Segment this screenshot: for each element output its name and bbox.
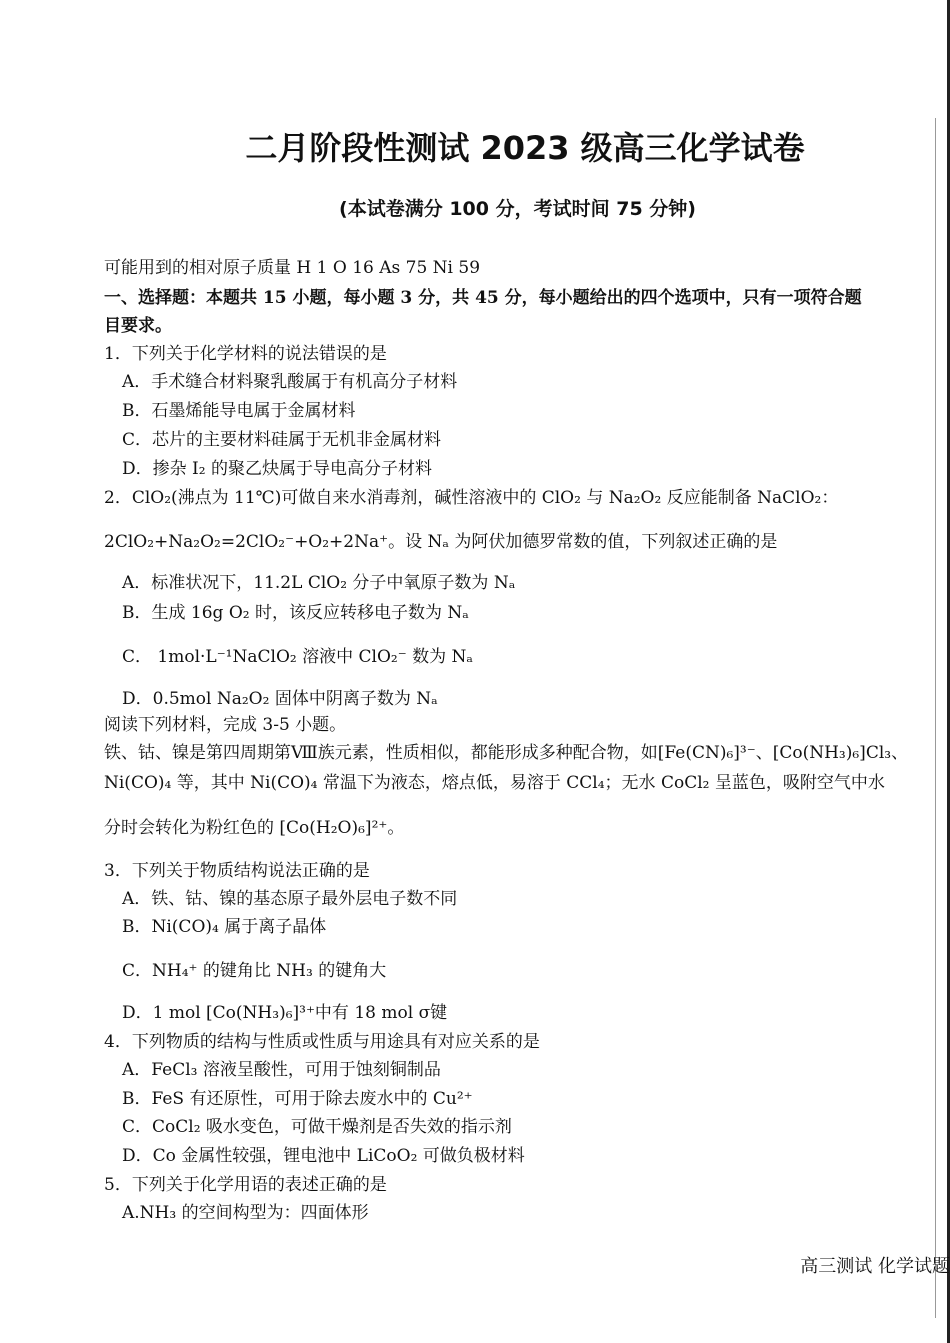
question-1-option-c: C．芯片的主要材料硅属于无机非金属材料 [122,430,442,450]
question-4-stem: 4．下列物质的结构与性质或性质与用途具有对应关系的是 [104,1032,540,1052]
question-4-option-d: D．Co 金属性较强，锂电池中 LiCoO₂ 可做负极材料 [122,1146,525,1166]
question-3-option-d: D．1 mol [Co(NH₃)₆]³⁺中有 18 mol σ键 [122,1003,448,1023]
question-2-option-a: A．标准状况下，11.2L ClO₂ 分子中氧原子数为 Nₐ [122,573,516,593]
passage-intro: 阅读下列材料，完成 3-5 小题。 [104,715,347,735]
passage-line-3: 分时会转化为粉红色的 [Co(H₂O)₆]²⁺。 [104,818,405,838]
question-1-stem: 1．下列关于化学材料的说法错误的是 [104,344,387,364]
exam-subtitle: (本试卷满分 100 分，考试时间 75 分钟) [339,198,696,220]
question-4-option-c: C．CoCl₂ 吸水变色，可做干燥剂是否失效的指示剂 [122,1117,512,1137]
passage-line-1: 铁、钴、镍是第四周期第Ⅷ族元素，性质相似，都能形成多种配合物，如[Fe(CN)₆]³⁻、[Co(NH₃)₆]Cl₃、 [104,743,909,763]
page-footer: 高三测试 化学试题 [800,1256,950,1277]
question-5-stem: 5．下列关于化学用语的表述正确的是 [104,1175,387,1195]
section-heading-cont: 目要求。 [104,316,172,336]
question-2-option-d: D．0.5mol Na₂O₂ 固体中阴离子数为 Nₐ [122,689,438,709]
question-2-option-b: B．生成 16g O₂ 时，该反应转移电子数为 Nₐ [122,603,469,623]
question-5-option-a: A.NH₃ 的空间构型为：四面体形 [122,1203,369,1223]
exam-title: 二月阶段性测试 2023 级高三化学试卷 [245,129,805,167]
section-heading: 一、选择题：本题共 15 小题，每小题 3 分，共 45 分，每小题给出的四个选项中，只有一项符合题 [104,288,862,308]
question-1-option-d: D．掺杂 I₂ 的聚乙炔属于导电高分子材料 [122,459,432,479]
page-fold-line [935,118,936,1318]
question-2-stem: 2．ClO₂(沸点为 11℃)可做自来水消毒剂，碱性溶液中的 ClO₂ 与 Na₂O₂ 反应能制备 NaClO₂： [104,488,839,508]
atomic-masses: 可能用到的相对原子质量 H 1 O 16 As 75 Ni 59 [104,258,481,278]
question-3-option-c: C．NH₄⁺ 的键角比 NH₃ 的键角大 [122,961,387,981]
question-1-option-a: A．手术缝合材料聚乳酸属于有机高分子材料 [122,372,458,392]
question-3-option-b: B．Ni(CO)₄ 属于离子晶体 [122,917,327,937]
question-2-equation: 2ClO₂+Na₂O₂=2ClO₂⁻+O₂+2Na⁺。设 Nₐ 为阿伏加德罗常数的值，下列叙述正确的是 [104,532,778,552]
question-4-option-a: A．FeCl₃ 溶液呈酸性，可用于蚀刻铜制品 [122,1060,441,1080]
question-3-option-a: A．铁、钴、镍的基态原子最外层电子数不同 [122,889,458,909]
question-3-stem: 3．下列关于物质结构说法正确的是 [104,861,370,881]
passage-line-2: Ni(CO)₄ 等，其中 Ni(CO)₄ 常温下为液态，熔点低，易溶于 CCl₄；无水 CoCl₂ 呈蓝色，吸附空气中水 [104,773,885,793]
question-1-option-b: B．石墨烯能导电属于金属材料 [122,401,356,421]
question-4-option-b: B．FeS 有还原性，可用于除去废水中的 Cu²⁺ [122,1089,473,1109]
question-2-option-c: C． 1mol·L⁻¹NaClO₂ 溶液中 ClO₂⁻ 数为 Nₐ [122,647,473,667]
